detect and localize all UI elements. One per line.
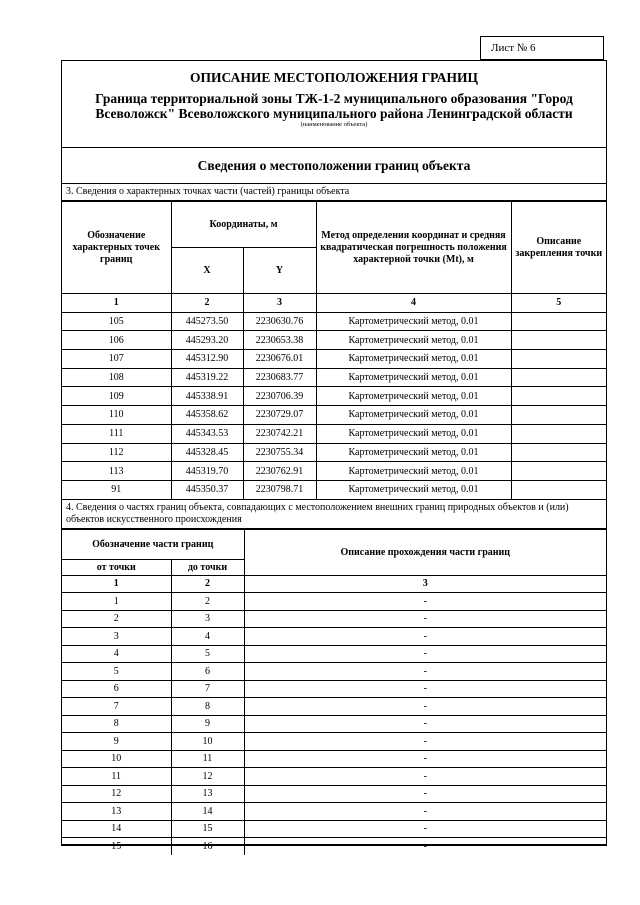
column-number: 3 [244,575,606,593]
column-number: 2 [171,575,244,593]
point-point: 112 [62,443,171,462]
part-desc: - [244,645,606,663]
table-row [62,368,606,387]
part-from: 7 [62,698,171,716]
col-part: Обозначение части границ [62,529,244,559]
table-row [62,628,606,646]
part-from: 15 [62,838,171,856]
point-y: 2230798.71 [243,480,316,499]
part-to: 9 [171,715,244,733]
part-desc: - [244,785,606,803]
point-point: 107 [62,350,171,369]
point-x: 445293.20 [171,331,243,350]
part-to: 14 [171,803,244,821]
point-x: 445338.91 [171,387,243,406]
part-to: 4 [171,628,244,646]
table-row [62,750,606,768]
col-method: Метод определения координат и средняя квадратическая погрешность положения характерной точки (Mt), м [316,202,511,294]
col-to: до точки [171,559,244,575]
part-to: 12 [171,768,244,786]
table-row [62,785,606,803]
object-name: Граница территориальной зоны ТЖ-1-2 муниципального образования "Город Всеволожск" Всеволожского муниципального района Ленинградской области [95,91,573,121]
part-from: 13 [62,803,171,821]
point-desc [511,462,606,481]
document-title: ОПИСАНИЕ МЕСТОПОЛОЖЕНИЯ ГРАНИЦ [190,70,478,85]
table-row [62,443,606,462]
col-coords: Координаты, м [171,202,316,248]
part-to: 6 [171,663,244,681]
point-x: 445350.37 [171,480,243,499]
part-desc: - [244,593,606,611]
part-desc: - [244,628,606,646]
part-desc: - [244,698,606,716]
point-method: Картометрический метод, 0.01 [316,406,511,425]
point-desc [511,443,606,462]
point-desc [511,406,606,425]
col-designation: Обозначение характерных точек границ [62,202,171,294]
point-point: 110 [62,406,171,425]
part-from: 6 [62,680,171,698]
point-desc [511,368,606,387]
column-number: 5 [511,294,606,313]
part-desc: - [244,750,606,768]
point-x: 445358.62 [171,406,243,425]
part-desc: - [244,715,606,733]
table-row [62,610,606,628]
part-from: 14 [62,820,171,838]
point-method: Картометрический метод, 0.01 [316,387,511,406]
point-y: 2230676.01 [243,350,316,369]
point-y: 2230630.76 [243,312,316,331]
point-method: Картометрический метод, 0.01 [316,331,511,350]
table-row [62,838,606,856]
table-row [62,406,606,425]
point-point: 113 [62,462,171,481]
sheet-number: Лист № 6 [480,36,604,60]
point-desc [511,312,606,331]
table-row [62,350,606,369]
table-row [62,768,606,786]
col-y: Y [243,248,316,294]
table-row [62,733,606,751]
part-from: 9 [62,733,171,751]
point-x: 445319.22 [171,368,243,387]
column-number: 3 [243,294,316,313]
part-desc: - [244,838,606,856]
table-row [62,480,606,499]
part-desc: - [244,768,606,786]
part-to: 16 [171,838,244,856]
point-point: 106 [62,331,171,350]
column-number: 2 [171,294,243,313]
part-from: 4 [62,645,171,663]
part-desc: - [244,803,606,821]
part-from: 1 [62,593,171,611]
part-from: 8 [62,715,171,733]
point-point: 105 [62,312,171,331]
part-to: 11 [171,750,244,768]
point-x: 445328.45 [171,443,243,462]
point-desc [511,424,606,443]
col-part-description: Описание прохождения части границ [244,529,606,575]
part-from: 5 [62,663,171,681]
part-from: 2 [62,610,171,628]
point-x: 445319.70 [171,462,243,481]
document-header [62,70,606,148]
part-to: 3 [171,610,244,628]
part-to: 7 [171,680,244,698]
part-from: 12 [62,785,171,803]
part-from: 11 [62,768,171,786]
point-y: 2230683.77 [243,368,316,387]
point-method: Картометрический метод, 0.01 [316,350,511,369]
col-from: от точки [62,559,171,575]
table-row [62,803,606,821]
part-to: 15 [171,820,244,838]
document-frame [61,60,607,853]
part-to: 13 [171,785,244,803]
table-row [62,331,606,350]
point-y: 2230653.38 [243,331,316,350]
point-y: 2230755.34 [243,443,316,462]
table-row [62,680,606,698]
point-y: 2230706.39 [243,387,316,406]
part-desc: - [244,663,606,681]
point-x: 445343.53 [171,424,243,443]
parts-table [62,529,606,856]
part-to: 8 [171,698,244,716]
point-desc [511,350,606,369]
part-from: 3 [62,628,171,646]
point-desc [511,387,606,406]
table-row [62,698,606,716]
table-row [62,424,606,443]
point-point: 108 [62,368,171,387]
point-method: Картометрический метод, 0.01 [316,424,511,443]
part-to: 10 [171,733,244,751]
point-method: Картометрический метод, 0.01 [316,462,511,481]
part-desc: - [244,610,606,628]
table-row [62,663,606,681]
table-row [62,820,606,838]
part-to: 5 [171,645,244,663]
part-to: 2 [171,593,244,611]
column-number: 1 [62,575,171,593]
table-row [62,312,606,331]
part-desc: - [244,733,606,751]
points-table [62,201,606,500]
point-method: Картометрический метод, 0.01 [316,443,511,462]
section4-title: 4. Сведения о частях границ объекта, совпадающих с местоположением внешних границ природных объектов и (или) объектов искусственного происхождения [62,500,606,529]
point-point: 91 [62,480,171,499]
section3-title: 3. Сведения о характерных точках части (частей) границы объекта [62,184,606,201]
table-row [62,715,606,733]
col-description: Описание закрепления точки [511,202,606,294]
part-from: 10 [62,750,171,768]
column-number: 4 [316,294,511,313]
point-x: 445273.50 [171,312,243,331]
table-row [62,645,606,663]
table-row [62,462,606,481]
point-method: Картометрический метод, 0.01 [316,312,511,331]
table-row [62,593,606,611]
column-number: 1 [62,294,171,313]
part-desc: - [244,680,606,698]
point-desc [511,480,606,499]
point-y: 2230762.91 [243,462,316,481]
col-x: X [171,248,243,294]
point-desc [511,331,606,350]
point-x: 445312.90 [171,350,243,369]
point-point: 111 [62,424,171,443]
point-y: 2230729.07 [243,406,316,425]
part-desc: - [244,820,606,838]
point-method: Картометрический метод, 0.01 [316,480,511,499]
section-title: Сведения о местоположении границ объекта [62,148,606,184]
table-row [62,387,606,406]
point-point: 109 [62,387,171,406]
object-name-caption: (наименование объекта) [300,121,368,128]
point-method: Картометрический метод, 0.01 [316,368,511,387]
point-y: 2230742.21 [243,424,316,443]
